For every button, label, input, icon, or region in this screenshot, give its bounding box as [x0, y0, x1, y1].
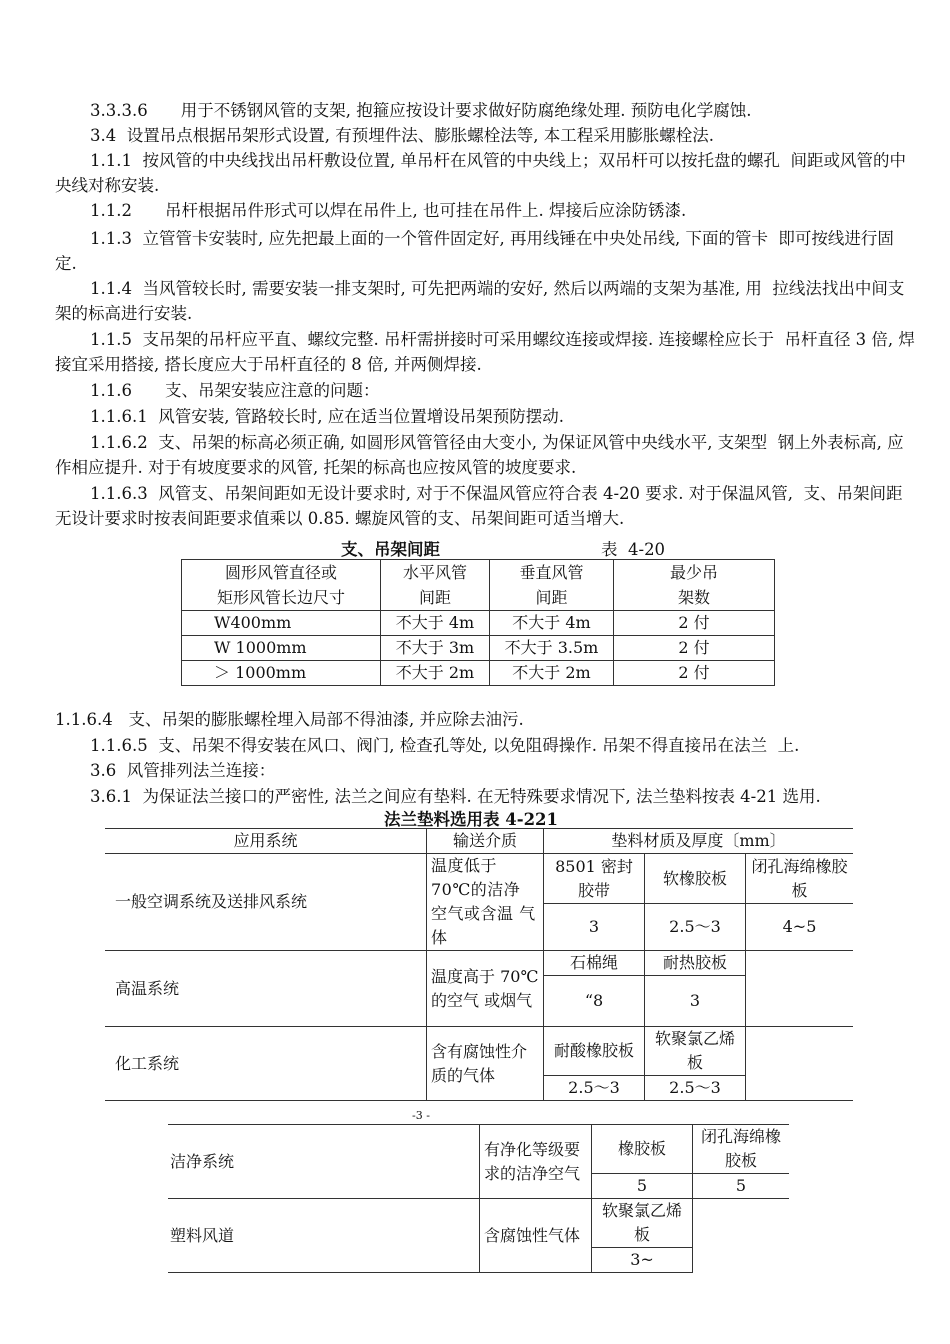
table-row: [168, 1125, 789, 1174]
flange-gasket-table: [105, 828, 853, 1101]
medium-clean: 有净化等级要求的洁净空气: [480, 1125, 592, 1199]
table-row: [105, 1027, 853, 1076]
table-cell: 不大于 4m: [381, 611, 490, 636]
table-cell: ＞ 1000mm: [182, 661, 381, 686]
thickness-cell: 3: [544, 904, 645, 951]
paragraph-1-1-2: 1.1.2 吊杆根据吊件形式可以焊在吊件上, 也可挂在吊件上. 焊接后应涂防锈漆.: [90, 201, 687, 220]
table-header-row: [105, 829, 853, 854]
table-row: [182, 636, 775, 661]
header-gasket-material: 垫料材质及厚度〔mm〕: [544, 829, 854, 854]
table-row: [182, 661, 775, 686]
header-medium: 输送介质: [427, 829, 544, 854]
material-cell: 软聚氯乙烯板: [592, 1199, 693, 1248]
material-cell: 闭孔海绵橡胶板: [746, 854, 854, 904]
table-cell: W 1000mm: [182, 636, 381, 661]
paragraph-3-3-3-6: 3.3.3.6 用于不锈钢风管的支架, 抱箍应按设计要求做好防腐绝缘处理. 预防电化学腐蚀.: [90, 101, 752, 120]
system-clean: 洁净系统: [168, 1125, 480, 1199]
thickness-cell: 3~: [592, 1248, 693, 1273]
flange-gasket-table-continued: [168, 1124, 789, 1273]
material-cell: 石棉绳: [544, 951, 645, 976]
table-row: [105, 951, 853, 976]
table-cell: 2 付: [614, 611, 775, 636]
empty-cell: [746, 1027, 854, 1101]
header-vertical-spacing: 垂直风管 间距: [490, 560, 614, 611]
paragraph-1-1-6: 1.1.6 支、吊架安装应注意的问题：: [90, 381, 380, 400]
thickness-cell: 2.5〜3: [645, 904, 746, 951]
system-general-hvac: 一般空调系统及送排风系统: [105, 854, 427, 951]
material-cell: 耐酸橡胶板: [544, 1027, 645, 1076]
medium-plastic: 含腐蚀性气体: [480, 1199, 592, 1273]
empty-cell: [746, 951, 854, 1027]
thickness-cell: 2.5〜3: [544, 1076, 645, 1101]
material-cell: 闭孔海绵橡胶板: [693, 1125, 790, 1174]
table-row: [105, 854, 853, 904]
system-high-temp: 高温系统: [105, 951, 427, 1027]
thickness-cell: 5: [693, 1174, 790, 1199]
table-cell: 不大于 3m: [381, 636, 490, 661]
table-4-20-caption-right: 表 4-20: [601, 540, 666, 559]
table-cell: W400mm: [182, 611, 381, 636]
empty-cell: [693, 1199, 790, 1273]
table-4-221-caption: 法兰垫料选用表 4-221: [384, 810, 559, 829]
thickness-cell: 5: [592, 1174, 693, 1199]
medium-general: 温度低于 70℃的洁净 空气或含温 气体: [427, 854, 544, 951]
system-plastic: 塑料风道: [168, 1199, 480, 1273]
paragraph-3-6-1: 3.6.1 为保证法兰接口的严密性, 法兰之间应有垫料. 在无特殊要求情况下, 法兰垫料按表 4-21 选用.: [90, 787, 821, 806]
thickness-cell: “8: [544, 976, 645, 1027]
table-4-20-caption-left: 支、吊架间距: [341, 540, 440, 559]
paragraph-1-1-6-3: 1.1.6.3 风管支、吊架间距如无设计要求时, 对于不保温风管应符合表 4-20 要求. 对于保温风管, 支、吊架间距无设计要求时按表间距要求值乘以 0.85. 螺旋风管的支、吊架间距可适当增大.: [55, 484, 903, 528]
table-cell: 不大于 2m: [490, 661, 614, 686]
system-chemical: 化工系统: [105, 1027, 427, 1101]
paragraph-1-1-3: 1.1.3 立管管卡安装时, 应先把最上面的一个管件固定好, 再用线锤在中央处吊线, 下面的管卡 即可按线进行固定.: [55, 229, 894, 273]
paragraph-1-1-6-2: 1.1.6.2 支、吊架的标高必须正确, 如圆形风管管径由大变小, 为保证风管中央线水平, 支架型 钢上外表标高, 应作相应提升. 对于有坡度要求的风管, 托架的标高也应按风管的坡度要求.: [55, 433, 904, 477]
paragraph-1-1-6-5: 1.1.6.5 支、吊架不得安装在风口、阀门, 检查孔等处, 以免阻碍操作. 吊架不得直接吊在法兰 上.: [90, 736, 800, 755]
table-cell: 不大于 2m: [381, 661, 490, 686]
paragraph-1-1-4: 1.1.4 当风管较长时, 需要安装一排支架时, 可先把两端的安好, 然后以两端的支架为基准, 用 拉线法找出中间支架的标高进行安装.: [55, 279, 905, 323]
table-cell: 2 付: [614, 661, 775, 686]
thickness-cell: 3: [645, 976, 746, 1027]
hanger-spacing-table: [181, 559, 775, 686]
material-cell: 软橡胶板: [645, 854, 746, 904]
medium-chemical: 含有腐蚀性介质的气体: [427, 1027, 544, 1101]
thickness-cell: 4~5: [746, 904, 854, 951]
paragraph-1-1-6-1: 1.1.6.1 风管安装, 管路较长时, 应在适当位置增设吊架预防摆动.: [90, 407, 564, 426]
medium-high-temp: 温度高于 70℃的空气 或烟气: [427, 951, 544, 1027]
material-cell: 软聚氯乙烯板: [645, 1027, 746, 1076]
table-cell: 不大于 3.5m: [490, 636, 614, 661]
paragraph-3-6: 3.6 风管排列法兰连接：: [90, 761, 276, 780]
page-number: -3 -: [412, 1109, 430, 1122]
thickness-cell: 2.5〜3: [645, 1076, 746, 1101]
table-cell: 2 付: [614, 636, 775, 661]
table-header-row: [182, 560, 775, 611]
paragraph-1-1-1: 1.1.1 按风管的中央线找出吊杆敷设位置, 单吊杆在风管的中央线上；双吊杆可以按托盘的螺孔 间距或风管的中央线对称安装.: [55, 151, 906, 195]
table-row: [168, 1199, 789, 1248]
table-cell: 不大于 4m: [490, 611, 614, 636]
material-cell: 橡胶板: [592, 1125, 693, 1174]
material-cell: 耐热胶板: [645, 951, 746, 976]
paragraph-3-4: 3.4 设置吊点根据吊架形式设置, 有预埋件法、膨胀螺栓法等, 本工程采用膨胀螺栓法.: [90, 126, 714, 145]
header-min-hangers: 最少吊 架数: [614, 560, 775, 611]
header-horizontal-spacing: 水平风管 间距: [381, 560, 490, 611]
material-cell: 8501 密封胶带: [544, 854, 645, 904]
paragraph-1-1-6-4: 1.1.6.4 支、吊架的膨胀螺栓埋入局部不得油漆, 并应除去油污.: [55, 710, 524, 729]
header-duct-size: 圆形风管直径或 矩形风管长边尺寸: [182, 560, 381, 611]
paragraph-1-1-5: 1.1.5 支吊架的吊杆应平直、螺纹完整. 吊杆需拼接时可采用螺纹连接或焊接. 连接螺栓应长于 吊杆直径 3 倍, 焊接宜采用搭接, 搭长度应大于吊杆直径的 8 倍, 并两侧焊接.: [55, 330, 915, 374]
header-application-system: 应用系统: [105, 829, 427, 854]
table-row: [182, 611, 775, 636]
